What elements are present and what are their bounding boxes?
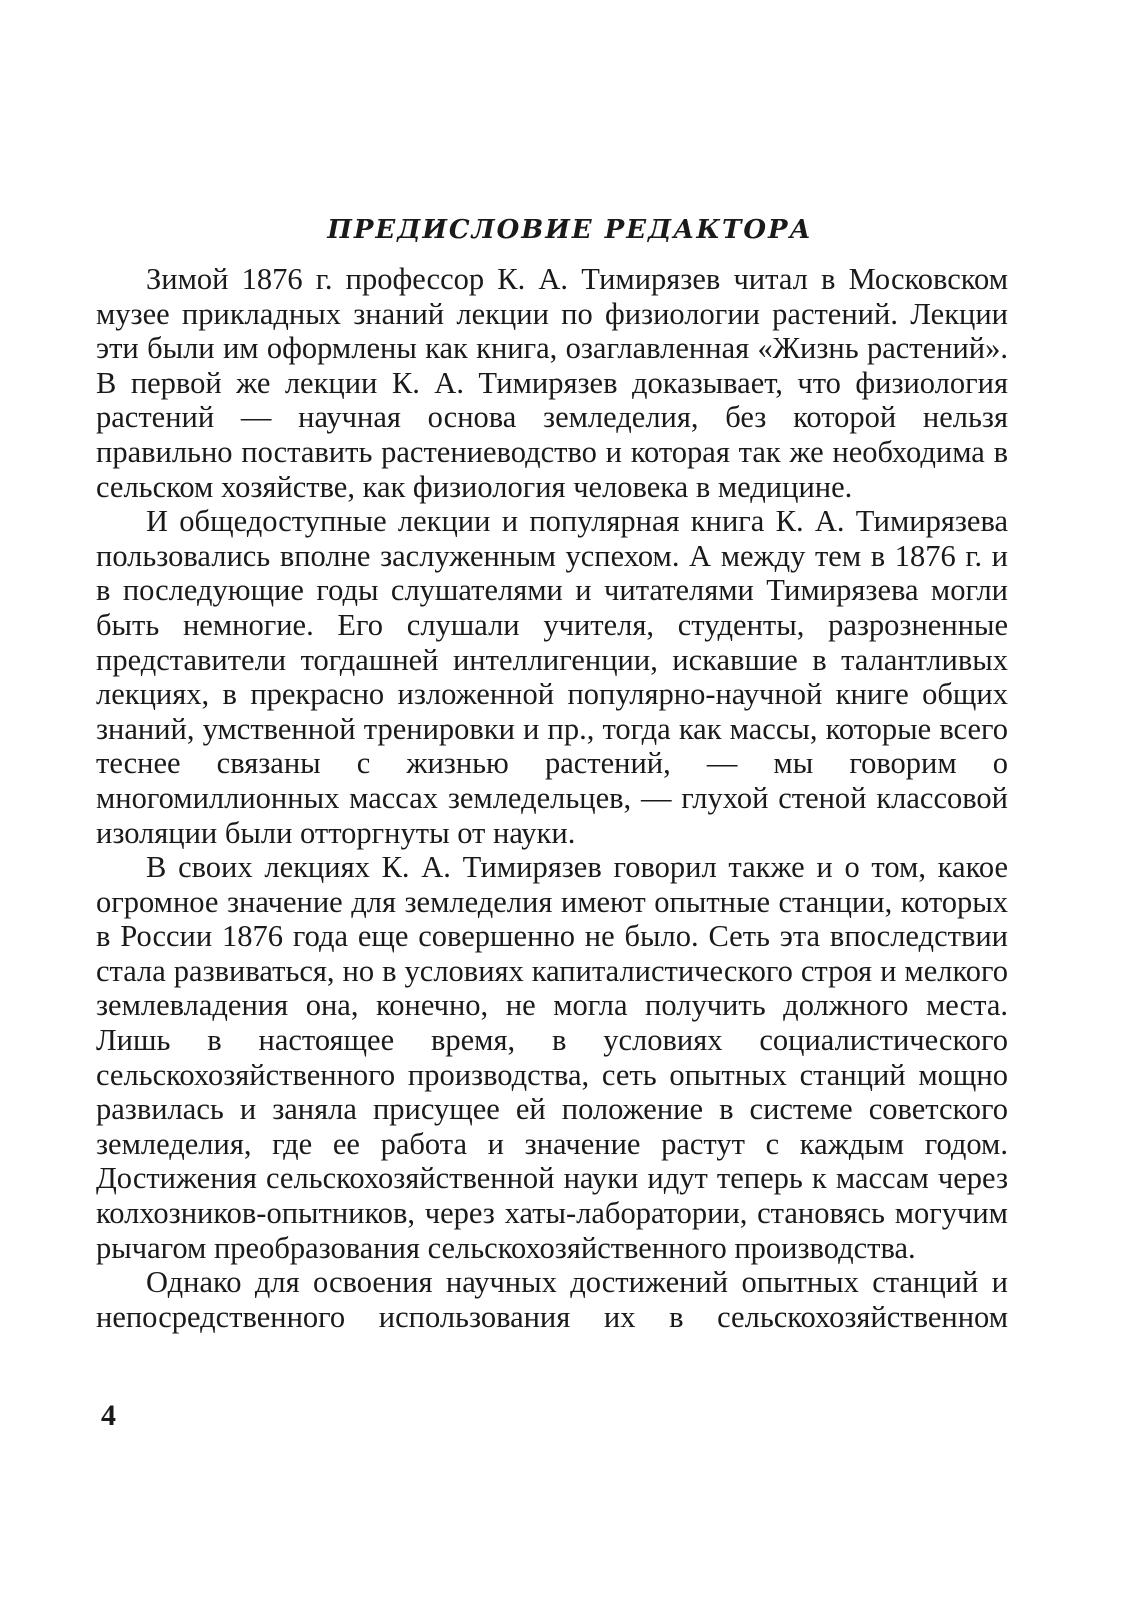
page-heading: ПРЕДИСЛОВИЕ РЕДАКТОРА — [327, 215, 813, 245]
paragraph-4: Однако для освоения научных достижений опытных станций и непосредственного использования их в сельскохозяйственном — [96, 1265, 1008, 1334]
paragraph-3: В своих лекциях К. А. Тимирязев говорил также и о том, какое огромное значение для земледелия имеют опытные станции, которых в России 1876 года еще совершенно не было. Сеть эта впоследствии стала развиваться, но в условиях капиталистического строя и мелкого землевладения она, конечно, не могла получить должного места. Лишь в настоящее время, в условиях социалистического сельскохозяйственного производства, сеть опытных станций мощно развилась и заняла присущее ей положение в системе советского земледелия, где ее работа и значение растут с каждым годом. Достижения сельскохозяйственной науки идут теперь к массам через колхозников-опытников, через хаты-лаборатории, становясь могучим рычагом преобразования сельскохозяйственного производства. — [96, 850, 1008, 1265]
page-number: 4 — [101, 1399, 116, 1432]
paragraph-1: Зимой 1876 г. профессор К. А. Тимирязев читал в Московском музее прикладных знаний лекции по физиологии растений. Лекции эти были им оформлены как книга, озаглавленная «Жизнь растений». В первой же лекции К. А. Тимирязев доказывает, что физиология растений — научная основа земледелия, без которой нельзя правильно поставить растениеводство и которая так же необходима в сельском хозяйстве, как физиология человека в медицине. — [96, 262, 1008, 504]
body-text — [96, 262, 1008, 1334]
paragraph-2: И общедоступные лекции и популярная книга К. А. Тимирязева пользовались вполне заслуженным успехом. А между тем в 1876 г. и в последующие годы слушателями и читателями Тимирязева могли быть немногие. Его слушали учителя, студенты, разрозненные представители тогдашней интеллигенции, искавшие в талантливых лекциях, в прекрасно изложенной популярно-научной книге общих знаний, умственной тренировки и пр., тогда как массы, которые всего теснее связаны с жизнью растений, — мы говорим о многомиллионных массах земледельцев, — глухой стеной классовой изоляции были отторгнуты от науки. — [96, 504, 1008, 850]
